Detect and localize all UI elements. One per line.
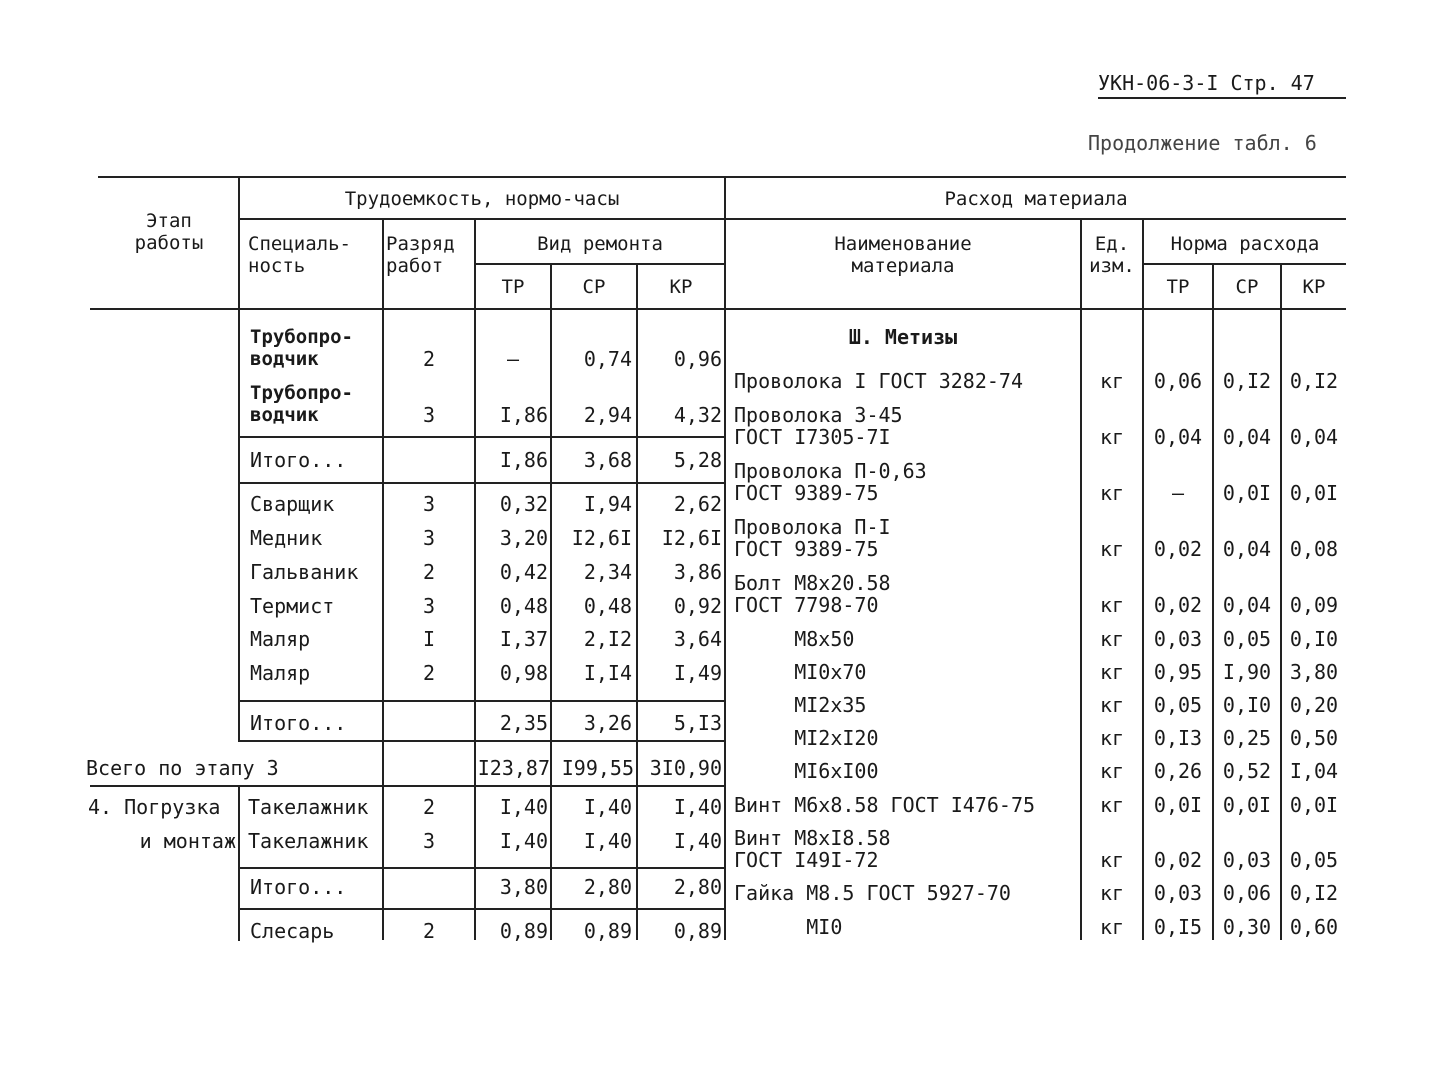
- labor-tr: –: [506, 347, 520, 371]
- material-unit: кг: [1099, 848, 1125, 872]
- labor-grade: 2: [422, 560, 436, 584]
- subtotal-line-3b: [238, 908, 724, 910]
- header-m-sr: СР: [1235, 276, 1259, 298]
- labor-tr: I,37: [499, 627, 548, 651]
- vline-unit: [1142, 218, 1144, 940]
- labor-kr: 5,28: [673, 448, 722, 472]
- labor-sr: 2,80: [583, 875, 632, 899]
- labor-sr: I,I4: [583, 661, 632, 685]
- labor-kr: 2,62: [673, 492, 722, 516]
- labor-kr: 3I0,90: [649, 756, 722, 780]
- material-sr: 0,52: [1222, 759, 1272, 783]
- material-unit: кг: [1099, 369, 1125, 393]
- labor-tr: 0,48: [499, 594, 548, 618]
- labor-sr: 0,89: [583, 919, 632, 943]
- labor-grade: 3: [422, 594, 436, 618]
- material-name: МI6хI00: [734, 759, 879, 783]
- labor-tr: I,40: [499, 829, 548, 853]
- vline-labor-material: [724, 176, 726, 940]
- material-name: Проволока П-I ГОСТ 9389-75: [734, 515, 891, 561]
- labor-sr: I,40: [583, 829, 632, 853]
- header-labor-group: Трудоемкость, нормо-часы: [344, 188, 620, 210]
- material-unit: кг: [1099, 915, 1125, 939]
- labor-grade: I: [422, 627, 436, 651]
- subtotal-line-2a: [238, 700, 724, 702]
- labor-sr: 3,26: [583, 711, 632, 735]
- material-sr: 0,25: [1222, 726, 1272, 750]
- labor-specialty: Трубопро- водчик: [250, 382, 353, 426]
- material-name: М8х50: [734, 627, 855, 651]
- material-section-title: Ш. Метизы: [848, 325, 958, 349]
- labor-tr: 3,80: [499, 875, 548, 899]
- material-tr: 0,04: [1153, 425, 1203, 449]
- material-tr: 0,06: [1153, 369, 1203, 393]
- material-name: МI0х70: [734, 660, 867, 684]
- labor-specialty: Трубопро- водчик: [250, 326, 353, 370]
- document-code: УКН-06-3-I Стр. 47: [1098, 71, 1315, 95]
- material-tr: 0,03: [1153, 881, 1203, 905]
- material-name: МI2х35: [734, 693, 867, 717]
- material-sr: 0,I0: [1222, 693, 1272, 717]
- labor-kr: I2,6I: [661, 526, 722, 550]
- labor-grade: 3: [422, 403, 436, 427]
- labor-grade: 2: [422, 661, 436, 685]
- material-sr: 0,04: [1222, 593, 1272, 617]
- material-sr: 0,06: [1222, 881, 1272, 905]
- material-kr: 0,20: [1289, 693, 1339, 717]
- vline-stage: [238, 176, 240, 742]
- material-unit: кг: [1099, 425, 1125, 449]
- labor-specialty: Итого...: [250, 448, 347, 472]
- continuation-label: Продолжение табл. 6: [1088, 131, 1317, 155]
- labor-kr: 3,64: [673, 627, 722, 651]
- subtotal-line-1a: [238, 436, 724, 438]
- material-sr: I,90: [1222, 660, 1272, 684]
- labor-sr: I,94: [583, 492, 632, 516]
- table-top-border: [98, 176, 1346, 178]
- material-tr: –: [1171, 481, 1185, 505]
- labor-sr: 0,48: [583, 594, 632, 618]
- header-norm: Норма расхода: [1170, 233, 1320, 255]
- labor-tr: 0,32: [499, 492, 548, 516]
- repair-type-divider: [476, 263, 724, 265]
- labor-specialty: Такелажник: [248, 795, 369, 819]
- labor-specialty: Маляр: [250, 661, 311, 685]
- material-tr: 0,02: [1153, 537, 1203, 561]
- labor-specialty: Итого...: [250, 711, 347, 735]
- material-kr: 0,I2: [1289, 881, 1339, 905]
- labor-kr: 5,I3: [673, 711, 722, 735]
- labor-stage: 4. Погрузка: [88, 795, 221, 819]
- labor-tr: 0,89: [499, 919, 548, 943]
- subtotal-line-2b: [238, 740, 724, 742]
- vline-stage-b: [238, 785, 240, 941]
- labor-tr: 0,42: [499, 560, 548, 584]
- header-bottom-border: [90, 308, 1346, 310]
- labor-tr: I,86: [499, 448, 548, 472]
- labor-kr: 0,89: [673, 919, 722, 943]
- material-tr: 0,I3: [1153, 726, 1203, 750]
- labor-specialty: Термист: [250, 594, 335, 618]
- labor-kr: I,40: [673, 795, 722, 819]
- group-header-divider: [238, 218, 1346, 220]
- labor-sr: 2,I2: [583, 627, 632, 651]
- header-unit: Ед. изм.: [1089, 233, 1135, 277]
- material-kr: 0,I0: [1289, 627, 1339, 651]
- labor-kr: I,40: [673, 829, 722, 853]
- labor-kr: 0,92: [673, 594, 722, 618]
- material-kr: 0,50: [1289, 726, 1339, 750]
- stage-total-line: [90, 785, 724, 787]
- labor-kr: 3,86: [673, 560, 722, 584]
- material-tr: 0,I5: [1153, 915, 1203, 939]
- material-name: Проволока I ГОСТ 3282-74: [734, 369, 1023, 393]
- material-kr: 0,08: [1289, 537, 1339, 561]
- subtotal-line-1b: [238, 482, 724, 484]
- labor-sr: 3,68: [583, 448, 632, 472]
- header-m-tr: ТР: [1166, 276, 1190, 298]
- labor-specialty: Гальваник: [250, 560, 359, 584]
- labor-grade: 3: [422, 492, 436, 516]
- material-kr: 3,80: [1289, 660, 1339, 684]
- material-name: МI0: [734, 915, 843, 939]
- material-sr: 0,05: [1222, 627, 1272, 651]
- material-unit: кг: [1099, 881, 1125, 905]
- material-name: Винт М6х8.58 ГОСТ I476-75: [734, 793, 1036, 817]
- material-kr: 0,09: [1289, 593, 1339, 617]
- labor-grade: 2: [422, 795, 436, 819]
- material-tr: 0,02: [1153, 848, 1203, 872]
- material-sr: 0,0I: [1222, 793, 1272, 817]
- labor-stage-total: Всего по этапу 3: [86, 756, 279, 780]
- material-unit: кг: [1099, 537, 1125, 561]
- labor-specialty: Итого...: [250, 875, 347, 899]
- material-kr: 0,04: [1289, 425, 1339, 449]
- material-tr: 0,05: [1153, 693, 1203, 717]
- material-unit: кг: [1099, 759, 1125, 783]
- labor-specialty: Медник: [250, 526, 323, 550]
- header-material-group: Расход материала: [944, 188, 1128, 210]
- material-tr: 0,02: [1153, 593, 1203, 617]
- labor-specialty: Слесарь: [250, 919, 335, 943]
- labor-grade: 3: [422, 526, 436, 550]
- material-unit: кг: [1099, 726, 1125, 750]
- labor-tr: I23,87: [477, 756, 550, 780]
- material-sr: 0,0I: [1222, 481, 1272, 505]
- material-tr: 0,95: [1153, 660, 1203, 684]
- header-kr: КР: [669, 276, 693, 298]
- material-name: МI2хI20: [734, 726, 879, 750]
- labor-sr: 2,34: [583, 560, 632, 584]
- material-unit: кг: [1099, 593, 1125, 617]
- labor-sr: I99,55: [561, 756, 634, 780]
- header-tr: ТР: [501, 276, 525, 298]
- material-kr: 0,60: [1289, 915, 1339, 939]
- labor-specialty: Сварщик: [250, 492, 335, 516]
- header-repair-type: Вид ремонта: [537, 233, 663, 255]
- material-unit: кг: [1099, 693, 1125, 717]
- labor-kr: 0,96: [673, 347, 722, 371]
- labor-tr: I,40: [499, 795, 548, 819]
- material-sr: 0,I2: [1222, 369, 1272, 393]
- material-tr: 0,0I: [1153, 793, 1203, 817]
- material-unit: кг: [1099, 627, 1125, 651]
- material-name: Проволока П-0,63 ГОСТ 9389-75: [734, 459, 927, 505]
- material-sr: 0,04: [1222, 425, 1272, 449]
- labor-grade: 2: [422, 919, 436, 943]
- material-kr: 0,0I: [1289, 793, 1339, 817]
- labor-tr: I,86: [499, 403, 548, 427]
- labor-tr: 3,20: [499, 526, 548, 550]
- header-stage: Этап работы: [134, 210, 204, 254]
- material-name: Проволока 3-45 ГОСТ I7305-7I: [734, 403, 903, 449]
- material-sr: 0,03: [1222, 848, 1272, 872]
- vline-name: [1080, 218, 1082, 940]
- norm-divider: [1144, 263, 1346, 265]
- labor-tr: 0,98: [499, 661, 548, 685]
- header-grade: Разряд работ: [386, 233, 455, 277]
- material-tr: 0,26: [1153, 759, 1203, 783]
- labor-kr: 4,32: [673, 403, 722, 427]
- material-name: Винт М8хI8.58 ГОСТ I49I-72: [734, 826, 891, 872]
- labor-specialty: Маляр: [250, 627, 311, 651]
- material-name: Болт М8х20.58 ГОСТ 7798-70: [734, 571, 891, 617]
- labor-kr: 2,80: [673, 875, 722, 899]
- material-unit: кг: [1099, 793, 1125, 817]
- labor-kr: I,49: [673, 661, 722, 685]
- labor-grade: 3: [422, 829, 436, 853]
- material-kr: 0,I2: [1289, 369, 1339, 393]
- material-kr: 0,0I: [1289, 481, 1339, 505]
- header-m-kr: КР: [1302, 276, 1326, 298]
- material-unit: кг: [1099, 660, 1125, 684]
- labor-sr: 2,94: [583, 403, 632, 427]
- header-sr: СР: [582, 276, 606, 298]
- material-name: Гайка М8.5 ГОСТ 5927-70: [734, 881, 1011, 905]
- material-tr: 0,03: [1153, 627, 1203, 651]
- labor-grade: 2: [422, 347, 436, 371]
- labor-specialty: Такелажник: [248, 829, 369, 853]
- labor-sr: I,40: [583, 795, 632, 819]
- material-sr: 0,30: [1222, 915, 1272, 939]
- labor-sr: I2,6I: [571, 526, 632, 550]
- subtotal-line-3a: [238, 867, 724, 869]
- document-code-underline: [1098, 97, 1346, 99]
- material-sr: 0,04: [1222, 537, 1272, 561]
- material-kr: 0,05: [1289, 848, 1339, 872]
- material-unit: кг: [1099, 481, 1125, 505]
- header-material-name: Наименование материала: [834, 233, 972, 277]
- labor-tr: 2,35: [499, 711, 548, 735]
- material-kr: I,04: [1289, 759, 1339, 783]
- labor-sr: 0,74: [583, 347, 632, 371]
- header-specialty: Специаль- ность: [248, 233, 351, 277]
- labor-stage: и монтаж: [139, 829, 236, 853]
